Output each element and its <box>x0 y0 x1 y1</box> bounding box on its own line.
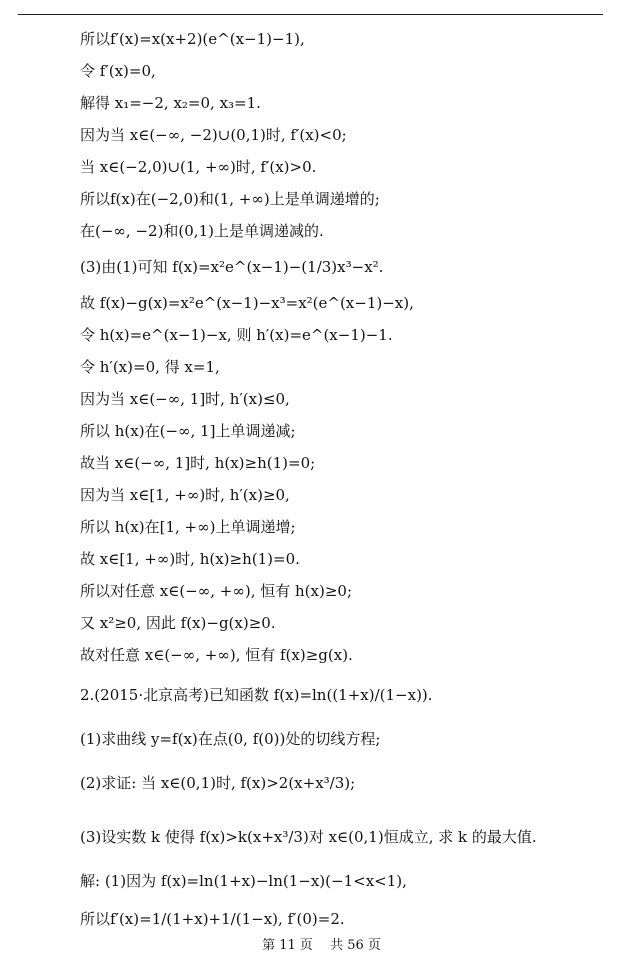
text-line: (3)由(1)可知 f(x)=x²e^(x−1)−(1/3)x³−x². <box>80 258 384 276</box>
question-2-heading: 2.(2015·北京高考)已知函数 f(x)=ln((1+x)/(1−x)). <box>80 686 433 704</box>
page-footer: 第 11 页 共 56 页 <box>262 938 381 953</box>
text-line: 故 f(x)−g(x)=x²e^(x−1)−x³=x²(e^(x−1)−x), <box>80 294 414 312</box>
text-line: 所以f(x)在(−2,0)和(1, +∞)上是单调递增的; <box>80 190 380 208</box>
text-line: 解: (1)因为 f(x)=ln(1+x)−ln(1−x)(−1<x<1), <box>80 872 407 890</box>
text-line: 解得 x₁=−2, x₂=0, x₃=1. <box>80 94 261 112</box>
text-line: 所以f′(x)=1/(1+x)+1/(1−x), f′(0)=2. <box>80 910 345 928</box>
top-rule <box>18 14 603 15</box>
text-line: 因为当 x∈(−∞, −2)∪(0,1)时, f′(x)<0; <box>80 126 347 144</box>
text-line: 令 h(x)=e^(x−1)−x, 则 h′(x)=e^(x−1)−1. <box>80 326 393 344</box>
text-line: 因为当 x∈(−∞, 1]时, h′(x)≤0, <box>80 390 290 408</box>
text-line: 又 x²≥0, 因此 f(x)−g(x)≥0. <box>80 614 276 632</box>
text-line: (1)求曲线 y=f(x)在点(0, f(0))处的切线方程; <box>80 730 381 748</box>
text-line: 当 x∈(−2,0)∪(1, +∞)时, f′(x)>0. <box>80 158 317 176</box>
text-line: 故对任意 x∈(−∞, +∞), 恒有 f(x)≥g(x). <box>80 646 353 664</box>
text-line: 令 h′(x)=0, 得 x=1, <box>80 358 220 376</box>
text-line: (3)设实数 k 使得 f(x)>k(x+x³/3)对 x∈(0,1)恒成立, 求 k 的最大值. <box>80 828 537 846</box>
text-line: (2)求证: 当 x∈(0,1)时, f(x)>2(x+x³/3); <box>80 774 356 792</box>
text-line: 所以 h(x)在(−∞, 1]上单调递减; <box>80 422 296 440</box>
text-line: 令 f′(x)=0, <box>80 62 156 80</box>
text-line: 因为当 x∈[1, +∞)时, h′(x)≥0, <box>80 486 290 504</box>
text-line: 在(−∞, −2)和(0,1)上是单调递减的. <box>80 222 324 240</box>
text-line: 所以对任意 x∈(−∞, +∞), 恒有 h(x)≥0; <box>80 582 352 600</box>
text-line: 所以f′(x)=x(x+2)(e^(x−1)−1), <box>80 30 305 48</box>
text-line: 所以 h(x)在[1, +∞)上单调递增; <box>80 518 296 536</box>
text-line: 故当 x∈(−∞, 1]时, h(x)≥h(1)=0; <box>80 454 316 472</box>
text-line: 故 x∈[1, +∞)时, h(x)≥h(1)=0. <box>80 550 300 568</box>
